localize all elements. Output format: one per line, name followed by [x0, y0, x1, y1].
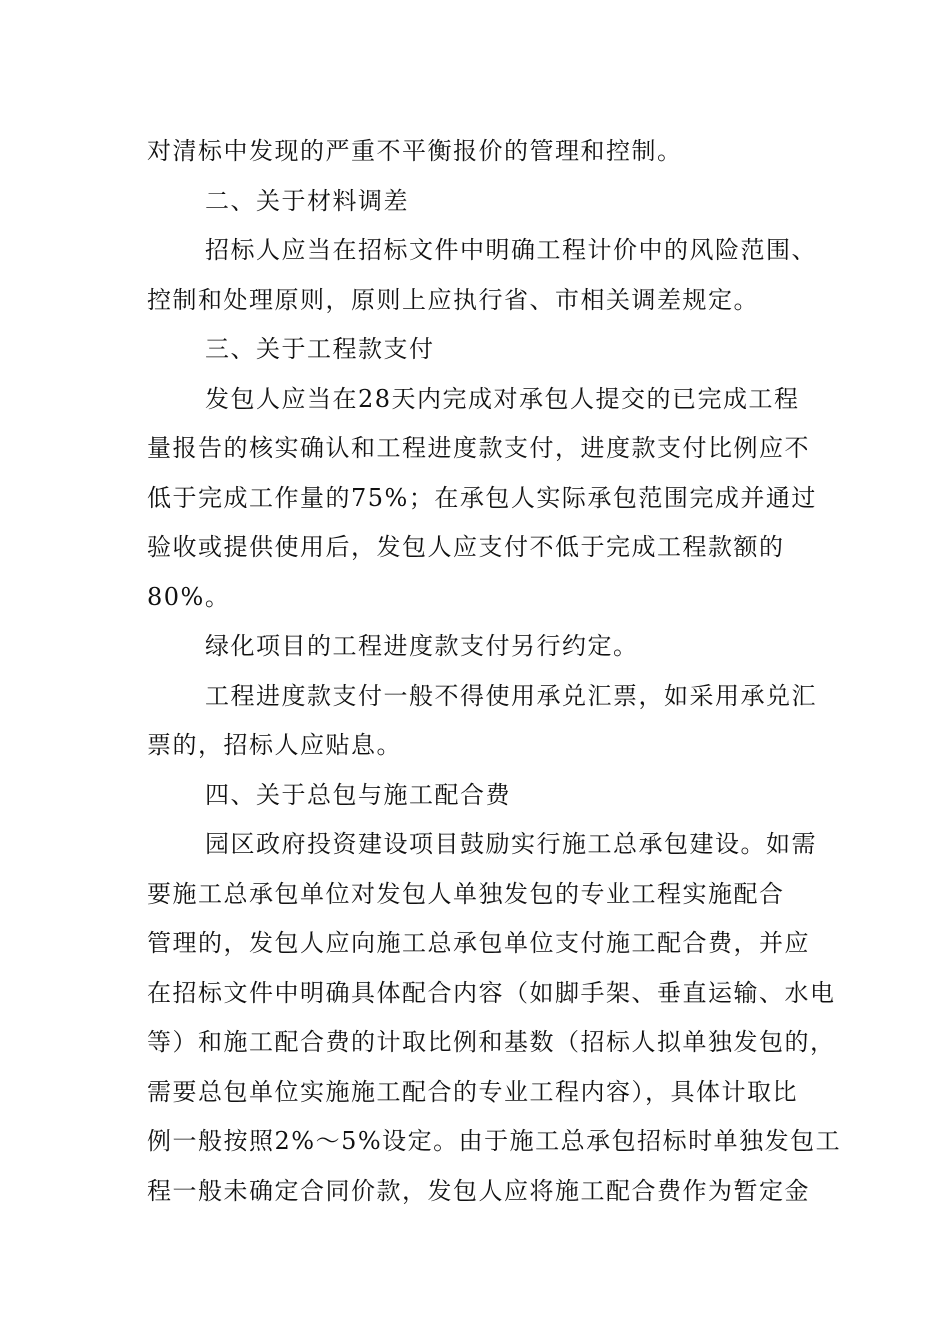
text-line: 要施工总承包单位对发包人单独发包的专业工程实施配合 — [147, 879, 785, 908]
text-line: 发包人应当在28天内完成对承包人提交的已完成工程 — [205, 384, 800, 413]
text-line: 招标人应当在招标文件中明确工程计价中的风险范围、 — [205, 236, 817, 264]
text-line: 园区政府投资建设项目鼓励实行施工总承包建设。如需 — [205, 830, 817, 858]
text-line: 程一般未确定合同价款，发包人应将施工配合费作为暂定金 — [147, 1176, 810, 1205]
text-line: 低于完成工作量的75%；在承包人实际承包范围完成并通过 — [147, 483, 817, 512]
text-line: 工程进度款支付一般不得使用承兑汇票，如采用承兑汇 — [205, 681, 817, 710]
text-line: 需要总包单位实施施工配合的专业工程内容），具体计取比 — [147, 1077, 798, 1106]
text-line: 量报告的核实确认和工程进度款支付，进度款支付比例应不 — [147, 434, 810, 462]
document-body — [147, 127, 842, 1216]
text-line: 例一般按照2%～5%设定。由于施工总承包招标时单独发包工 — [147, 1127, 842, 1155]
text-line: 80%。 — [147, 582, 231, 611]
text-line: 绿化项目的工程进度款支付另行约定。 — [205, 632, 639, 660]
text-line: 在招标文件中明确具体配合内容（如脚手架、垂直运输、水电 — [147, 978, 836, 1007]
text-line: 票的，招标人应贴息。 — [147, 731, 402, 759]
section-heading: 三、关于工程款支付 — [205, 335, 435, 363]
text-line: 对清标中发现的严重不平衡报价的管理和控制。 — [147, 137, 683, 165]
text-line: 等）和施工配合费的计取比例和基数（招标人拟单独发包的， — [147, 1028, 836, 1056]
text-line: 控制和处理原则，原则上应执行省、市相关调差规定。 — [147, 285, 759, 314]
section-heading: 二、关于材料调差 — [205, 186, 409, 215]
section-heading: 四、关于总包与施工配合费 — [205, 780, 511, 809]
text-line: 管理的，发包人应向施工总承包单位支付施工配合费，并应 — [147, 929, 810, 957]
text-line: 验收或提供使用后，发包人应支付不低于完成工程款额的 — [147, 533, 785, 561]
